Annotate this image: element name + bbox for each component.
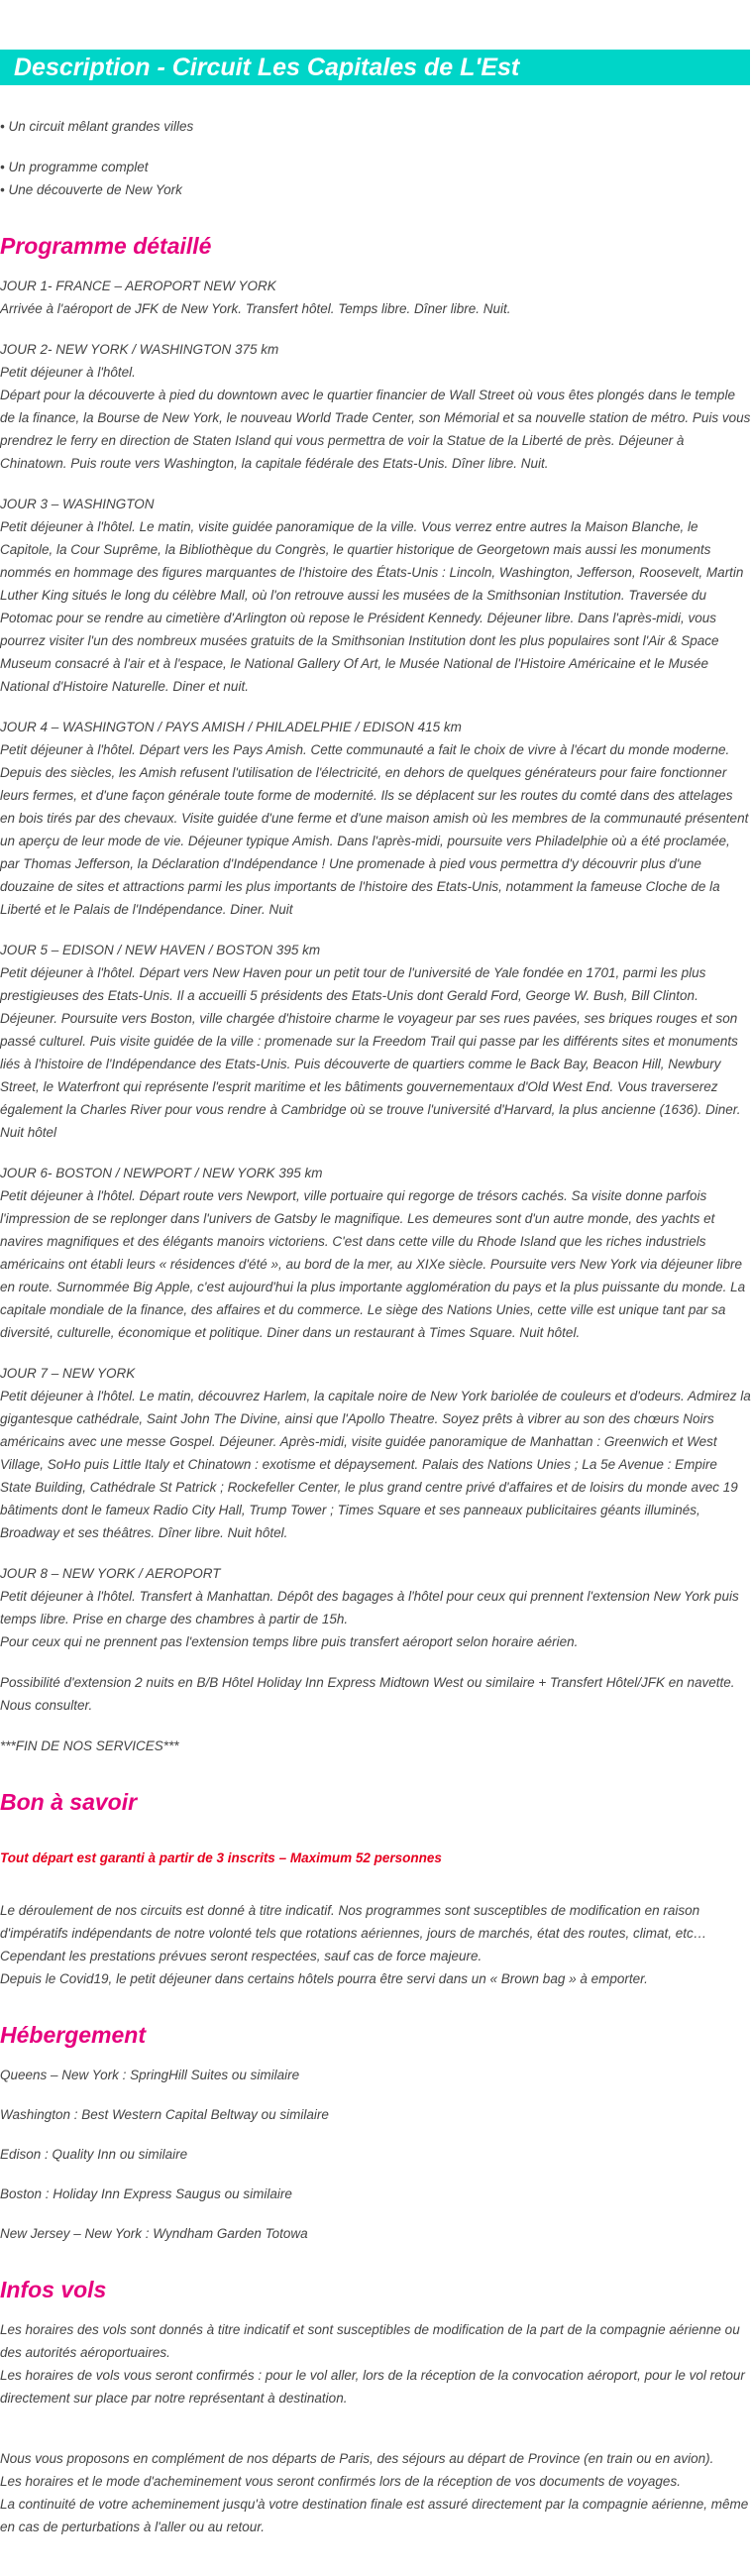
hotel-item: Washington : Best Western Capital Beltway ou similaire: [0, 2107, 329, 2122]
day-title: JOUR 5 – EDISON / NEW HAVEN / BOSTON 395 km: [0, 943, 321, 957]
day-8: [0, 1562, 751, 1653]
day-title: JOUR 6- BOSTON / NEWPORT / NEW YORK 395 km: [0, 1166, 323, 1180]
bon-a-savoir-heading: Bon à savoir: [0, 1789, 138, 1815]
day-text: Arrivée à l'aéroport de JFK de New York. Transfert hôtel. Temps libre. Dîner libre. Nuit.: [0, 301, 511, 316]
end-of-services: ***FIN DE NOS SERVICES***: [0, 1738, 179, 1753]
highlights-list: [0, 115, 751, 201]
day-1: [0, 275, 751, 320]
highlight-item: • Un circuit mêlant grandes villes: [0, 119, 194, 134]
programme-heading: Programme détaillé: [0, 233, 212, 259]
info-line: Les horaires des vols sont donnés à titre indicatif et sont susceptibles de modification de la part de la compagnie aérienne ou des autorités aéroportuaires.: [0, 2322, 740, 2360]
hotel-item: Queens – New York : SpringHill Suites ou similaire: [0, 2068, 300, 2082]
info-line: Les horaires et le mode d'acheminement vous seront confirmés lors de la réception de vos documents de voyages.: [0, 2474, 681, 2489]
info-line: La continuité de votre acheminement jusqu'à votre destination finale est assuré directement par la compagnie aérienne, même en cas de perturbations à l'aller ou au retour.: [0, 2497, 749, 2534]
day-text: Pour ceux qui ne prennent pas l'extension temps libre puis transfert aéroport selon horaire aérien.: [0, 1634, 579, 1649]
highlight-item: • Un programme complet: [0, 160, 149, 174]
day-title: JOUR 2- NEW YORK / WASHINGTON 375 km: [0, 342, 279, 357]
day-2: [0, 338, 751, 475]
day-text: Petit déjeuner à l'hôtel. Départ vers New Haven pour un petit tour de l'université de Yale fondée en 1701, parmi les plus prestigieuses des Etats-Unis. Il a accueilli 5 présidents des Etats-Unis dont Gerald Ford, George W. Bush, Bill Clinton. Déjeuner. Poursuite vers Boston, ville chargée d'histoire charme le voyageur par ses rues pavées, ses briques rouges et son passé culturel. Puis visite guidée de la ville : promenade sur la Freedom Trail qui passe par les différents sites et monuments liés à l'histoire de l'Indépendance des Etats-Unis. Puis découverte de quartiers comme le Back Bay, Beacon Hill, Newbury Street, le Waterfront qui représente l'esprit maritime et les bâtiments gouvernementaux d'Old West End. Vous traverserez également la Charles River pour vous rendre à Cambridge où se trouve l'université d'Harvard, la plus ancienne (1636). Diner. Nuit hôtel: [0, 965, 741, 1140]
day-6: [0, 1162, 751, 1344]
day-title: JOUR 7 – NEW YORK: [0, 1366, 136, 1381]
day-3: [0, 493, 751, 698]
page: [0, 50, 751, 2576]
hebergement-heading: Hébergement: [0, 2022, 146, 2048]
infos-vols-block-2: [0, 2447, 751, 2538]
day-text: Petit déjeuner à l'hôtel. Le matin, découvrez Harlem, la capitale noire de New York bariolée de couleurs et d'odeurs. Admirez la gigantesque cathédrale, Saint John The Divine, ainsi que l'Apollo Theatre. Soyez prêts à vibrer au son des chœurs Noirs américains avec une messe Gospel. Déjeuner. Après-midi, visite guidée panoramique de Manhattan : Greenwich et West Village, SoHo puis Little Italy et Chinatown : exotisme et dépaysement. Palais des Nations Unies ; La 5e Avenue : Empire State Building, Cathédrale St Patrick ; Rockefeller Center, le plus grand centre privé d'affaires et de loisirs du monde avec 19 bâtiments dont le fameux Radio City Hall, Trump Tower ; Times Square et ses panneaux publicitaires géants illuminés, Broadway et ses théâtres. Dîner libre. Nuit hôtel.: [0, 1389, 751, 1540]
day-text: Petit déjeuner à l'hôtel. Départ route vers Newport, ville portuaire qui regorge de trésors cachés. Sa visite donne parfois l'impression de se replonger dans l'univers de Gatsby le magnifique. Les demeures sont d'un autre monde, des yachts et navires magnifiques et des élégants manoirs victoriens. C'est dans cette ville du Rhode Island que les riches industriels américains ont établi leurs « résidences d'été », au bord de la mer, au XIXe siècle. Poursuite vers New York via déjeuner libre en route. Surnommée Big Apple, c'est aujourd'hui la plus importante agglomération du pays et la plus puissante du monde. La capitale mondiale de la finance, des affaires et du commerce. Le siège des Nations Unies, cette ville est unique tant par sa diversité, culturelle, économique et politique. Diner dans un restaurant à Times Square. Nuit hôtel.: [0, 1188, 746, 1340]
day-7: [0, 1362, 751, 1544]
hotel-item: Edison : Quality Inn ou similaire: [0, 2147, 188, 2162]
guarantee-note: Tout départ est garanti à partir de 3 inscrits – Maximum 52 personnes: [0, 1850, 442, 1865]
highlight-item: • Une découverte de New York: [0, 182, 182, 197]
day-text: Petit déjeuner à l'hôtel.: [0, 365, 136, 380]
day-5: [0, 939, 751, 1144]
bon-a-savoir-text: [0, 1899, 751, 1990]
spacer: [0, 138, 751, 156]
day-title: JOUR 3 – WASHINGTON: [0, 497, 155, 511]
info-line: Le déroulement de nos circuits est donné à titre indicatif. Nos programmes sont susceptibles de modification en raison d'impératifs indépendants de notre volonté tels que rotations aériennes, jours de marchés, état des routes, climat, etc… Cependant les prestations prévues seront respectées, sauf cas de force majeure.: [0, 1903, 707, 1963]
day-title: JOUR 4 – WASHINGTON / PAYS AMISH / PHILADELPHIE / EDISON 415 km: [0, 720, 462, 734]
day-text: Petit déjeuner à l'hôtel. Transfert à Manhattan. Dépôt des bagages à l'hôtel pour ceux qui prennent l'extension New York puis temps libre. Prise en charge des chambres à partir de 15h.: [0, 1589, 739, 1626]
extension-note: Possibilité d'extension 2 nuits en B/B Hôtel Holiday Inn Express Midtown West ou similaire + Transfert Hôtel/JFK en navette. Nous consulter.: [0, 1675, 735, 1713]
info-line: Nous vous proposons en complément de nos départs de Paris, des séjours au départ de Province (en train ou en avion).: [0, 2451, 714, 2466]
day-text: Petit déjeuner à l'hôtel. Le matin, visite guidée panoramique de la ville. Vous verrez entre autres la Maison Blanche, le Capitole, la Cour Suprême, la Bibliothèque du Congrès, le quartier historique de Georgetown mais aussi les monuments nommés en hommage des figures marquantes de l'histoire des États-Unis : Lincoln, Washington, Jefferson, Roosevelt, Martin Luther King situés le long du célèbre Mall, où l'on retrouve aussi les musées de la Smithsonian Institution. Traversée du Potomac pour se rendre au cimetière d'Arlington où repose le Président Kennedy. Déjeuner libre. Dans l'après-midi, vous pourrez visiter l'un des nombreux musées gratuits de la Smithsonian Institution dont les plus populaires sont l'Air & Space Museum consacré à l'air et à l'espace, le National Gallery Of Art, le Musée National de l'Histoire Américaine et le Musée National d'Histoire Naturelle. Diner et nuit.: [0, 519, 744, 694]
info-line: Depuis le Covid19, le petit déjeuner dans certains hôtels pourra être servi dans un « Brown bag » à emporter.: [0, 1971, 648, 1986]
day-title: JOUR 8 – NEW YORK / AEROPORT: [0, 1566, 221, 1581]
info-line: Les horaires de vols vous seront confirmés : pour le vol aller, lors de la réception de la convocation aéroport, pour le vol retour directement sur place par notre représentant à destination.: [0, 2368, 745, 2406]
infos-vols-block-1: [0, 2318, 751, 2409]
hotel-item: Boston : Holiday Inn Express Saugus ou similaire: [0, 2186, 292, 2201]
day-text: Petit déjeuner à l'hôtel. Départ vers les Pays Amish. Cette communauté a fait le choix de vivre à l'écart du monde moderne. Depuis des siècles, les Amish refusent l'utilisation de l'électricité, en dehors de quelques générateurs pour faire fonctionner leurs fermes, et d'une façon générale toute forme de modernité. Ils se déplacent sur les routes du comté dans des attelages en bois tirés par des chevaux. Visite guidée d'une ferme et d'une maison amish où les membres de la communauté présentent un aperçu de leur mode de vie. Déjeuner typique Amish. Dans l'après-midi, poursuite vers Philadelphie où a été proclamée, par Thomas Jefferson, la Déclaration d'Indépendance ! Une promenade à pied vous permettra d'y découvrir plus d'une douzaine de sites et attractions parmi les plus importants de l'histoire des Etats-Unis, notamment la fameuse Cloche de la Liberté et le Palais de l'Indépendance. Diner. Nuit: [0, 742, 749, 917]
infos-vols-heading: Infos vols: [0, 2277, 107, 2302]
spacer: [0, 2427, 751, 2447]
day-title: JOUR 1- FRANCE – AEROPORT NEW YORK: [0, 279, 276, 293]
day-4: [0, 716, 751, 921]
hotel-item: New Jersey – New York : Wyndham Garden Totowa: [0, 2226, 308, 2241]
description-banner: Description - Circuit Les Capitales de L'Est: [0, 50, 750, 85]
day-text: Départ pour la découverte à pied du downtown avec le quartier financier de Wall Street où vous êtes plongés dans le temple de la finance, la Bourse de New York, le nouveau World Trade Center, son Mémorial et sa nouvelle station de métro. Puis vous prendrez le ferry en direction de Staten Island qui vous permettra de voir la Statue de la Liberté de près. Déjeuner à Chinatown. Puis route vers Washington, la capitale fédérale des Etats-Unis. Dîner libre. Nuit.: [0, 388, 751, 471]
